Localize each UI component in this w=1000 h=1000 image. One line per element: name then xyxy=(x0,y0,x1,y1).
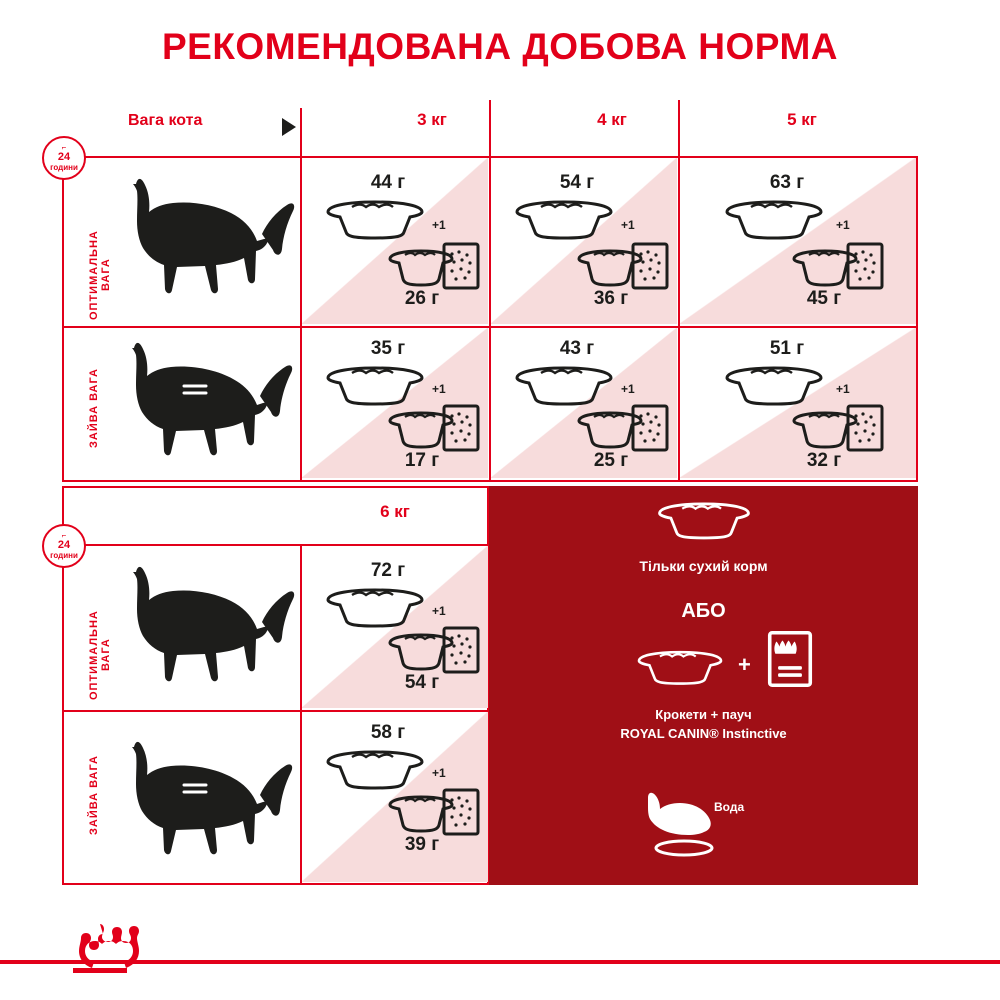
column-header-3kg: 3 кг xyxy=(417,110,447,129)
plus-one-overweight-5kg: +1 xyxy=(836,382,850,396)
dry-bowl-icon xyxy=(320,198,430,240)
wet-amount-overweight-4kg: 25 г xyxy=(593,450,629,471)
row-label-overweight-bottom: ЗАЙВА ВАГА xyxy=(88,755,100,835)
wet-amount-optimal-4kg: 36 г xyxy=(593,288,629,309)
cat-silhouette-optimal-top xyxy=(114,170,304,320)
badge-24h-top-number: 24 xyxy=(57,151,71,164)
badge-24h-bottom-number: 24 xyxy=(57,539,71,552)
pouch-icon xyxy=(440,402,482,454)
pouch-icon xyxy=(844,402,886,454)
cat-silhouette-optimal-bottom xyxy=(114,558,304,708)
cat-silhouette-overweight-top xyxy=(114,336,304,476)
row-label-optimal-top: ОПТИМАЛЬНА ВАГА xyxy=(88,230,112,320)
wet-amount-optimal-6kg: 54 г xyxy=(404,672,440,693)
plus-one-overweight-6kg: +1 xyxy=(432,766,446,780)
pouch-icon xyxy=(440,786,482,838)
pouch-icon xyxy=(440,240,482,292)
wet-amount-overweight-6kg: 39 г xyxy=(404,834,440,855)
pouch-icon xyxy=(440,624,482,676)
dry-amount-overweight-5kg: 51 г xyxy=(769,338,805,359)
legend-dry-bowl-icon xyxy=(652,500,756,540)
cat-silhouette-overweight-bottom xyxy=(114,730,304,880)
legend-combo-bowl-icon xyxy=(632,648,728,686)
badge-24h-bottom: ⌐ 24 години xyxy=(42,524,86,568)
dry-bowl-icon xyxy=(509,364,619,406)
dry-bowl-icon xyxy=(719,364,829,406)
legend-combo-line1: Крокети + пауч xyxy=(655,707,752,722)
wet-amount-overweight-3kg: 17 г xyxy=(404,450,440,471)
grid-line-v1-head xyxy=(300,108,302,156)
dry-amount-optimal-5kg: 63 г xyxy=(769,172,805,193)
badge-24h-top-label: години xyxy=(50,162,78,172)
badge-24h-top: ⌐ 24 години xyxy=(42,136,86,180)
footer-bar xyxy=(0,960,1000,964)
feeding-table xyxy=(50,100,918,885)
page-title: РЕКОМЕНДОВАНА ДОБОВА НОРМА xyxy=(161,26,839,67)
column-header-6kg: 6 кг xyxy=(380,502,410,521)
wet-amount-overweight-5kg: 32 г xyxy=(806,450,842,471)
legend-plus-sign: + xyxy=(738,652,751,677)
legend-dry-only-label: Тільки сухий корм xyxy=(639,558,768,574)
dry-amount-optimal-3kg: 44 г xyxy=(370,172,406,193)
plus-one-overweight-4kg: +1 xyxy=(621,382,635,396)
dry-bowl-icon xyxy=(719,198,829,240)
row-label-optimal-bottom: ОПТИМАЛЬНА ВАГА xyxy=(88,610,112,700)
cat-drinking-icon xyxy=(640,790,720,860)
plus-one-overweight-3kg: +1 xyxy=(432,382,446,396)
wet-amount-optimal-3kg: 26 г xyxy=(404,288,440,309)
column-header-4kg: 4 кг xyxy=(597,110,627,129)
dry-amount-overweight-3kg: 35 г xyxy=(370,338,406,359)
plus-one-optimal-5kg: +1 xyxy=(836,218,850,232)
plus-one-optimal-6kg: +1 xyxy=(432,604,446,618)
pouch-icon xyxy=(844,240,886,292)
dry-amount-optimal-4kg: 54 г xyxy=(559,172,595,193)
pouch-icon xyxy=(629,240,671,292)
plus-one-optimal-4kg: +1 xyxy=(621,218,635,232)
wet-amount-optimal-5kg: 45 г xyxy=(806,288,842,309)
grid-line-h7 xyxy=(62,883,489,885)
dry-bowl-icon xyxy=(509,198,619,240)
grid-line-v4 xyxy=(916,156,918,480)
dry-bowl-icon xyxy=(320,748,430,790)
arrow-icon xyxy=(282,118,296,136)
grid-line-h3 xyxy=(62,480,918,482)
badge-24h-bottom-label: години xyxy=(50,550,78,560)
dry-amount-overweight-4kg: 43 г xyxy=(559,338,595,359)
legend-pouch-icon xyxy=(764,628,816,690)
dry-amount-overweight-6kg: 58 г xyxy=(370,722,406,743)
cat-weight-label: Вага кота xyxy=(128,112,203,129)
pouch-icon xyxy=(629,402,671,454)
grid-line-v0 xyxy=(62,156,64,480)
legend-combo-line2: ROYAL CANIN® Instinctive xyxy=(620,726,787,741)
dry-bowl-icon xyxy=(320,586,430,628)
row-label-overweight-top: ЗАЙВА ВАГА xyxy=(88,368,100,448)
legend-water-label: Вода xyxy=(714,800,745,814)
grid-line-h4 xyxy=(62,486,489,488)
dry-amount-optimal-6kg: 72 г xyxy=(370,560,406,581)
legend-or-label: АБО xyxy=(681,600,726,622)
plus-one-optimal-3kg: +1 xyxy=(432,218,446,232)
dry-bowl-icon xyxy=(320,364,430,406)
royal-canin-logo xyxy=(55,920,145,982)
column-header-5kg: 5 кг xyxy=(787,110,817,129)
